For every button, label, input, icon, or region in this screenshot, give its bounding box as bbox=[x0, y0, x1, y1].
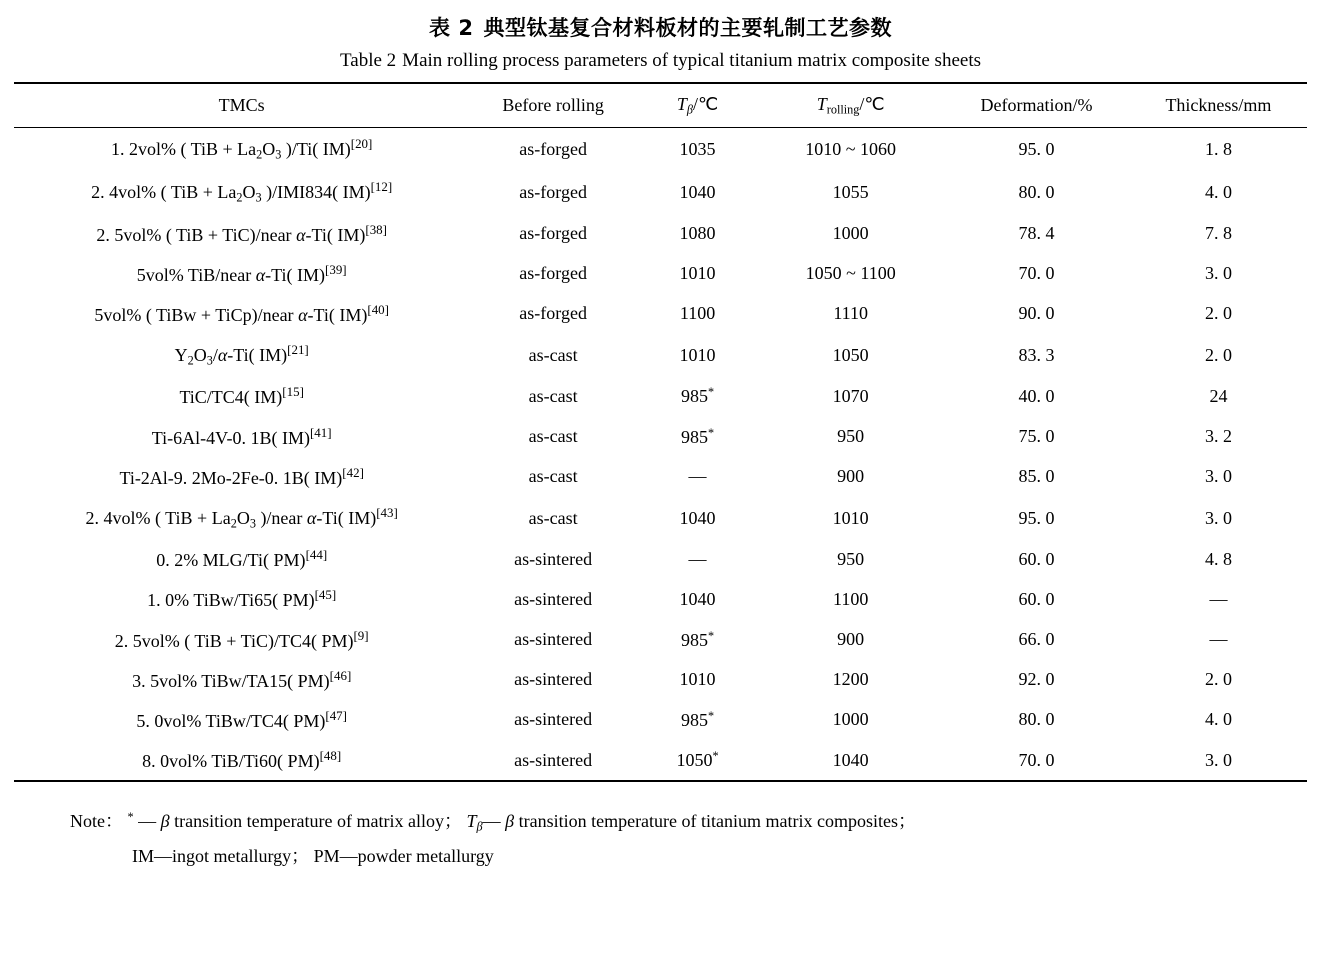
table-number-chinese: 表 2 bbox=[429, 16, 474, 40]
cell-deformation: 85. 0 bbox=[1018, 466, 1055, 487]
cell-t-beta: 1010 bbox=[679, 344, 716, 365]
cell-before-rolling: as-cast bbox=[528, 507, 578, 528]
table-row bbox=[14, 128, 1307, 171]
cell-t-rolling: 1050 ~ 1100 bbox=[805, 263, 896, 284]
cell-t-rolling: 1010 ~ 1060 bbox=[805, 139, 897, 160]
cell-t-rolling: 1000 bbox=[832, 223, 869, 244]
cell-t-beta: 985* bbox=[680, 628, 715, 650]
cell-t-rolling: 900 bbox=[837, 629, 865, 650]
cell-tmcs: 5vol% TiB/near α-Ti( IM)[39] bbox=[136, 261, 347, 285]
cell-thickness: 4. 0 bbox=[1204, 709, 1232, 730]
table-title-chinese-text: 典型钛基复合材料板材的主要轧制工艺参数 bbox=[483, 16, 892, 40]
cell-tmcs: 2. 4vol% ( TiB + $La_2O_3$ )/IMI834( IM)[12] bbox=[91, 178, 393, 205]
cell-t-beta: 985* bbox=[680, 385, 715, 407]
table-row bbox=[14, 171, 1307, 214]
cell-thickness: 3. 0 bbox=[1204, 749, 1232, 770]
cell-t-rolling: 1110 bbox=[833, 303, 869, 324]
column-header-t-rolling: $T_{rolling}/℃$ bbox=[816, 94, 885, 117]
cell-thickness: 1. 8 bbox=[1204, 139, 1232, 160]
cell-before-rolling: as-sintered bbox=[514, 709, 593, 730]
cell-before-rolling: as-sintered bbox=[514, 589, 593, 610]
cell-t-rolling: 1100 bbox=[833, 589, 869, 610]
cell-deformation: 80. 0 bbox=[1018, 181, 1055, 202]
cell-before-rolling: as-forged bbox=[519, 223, 587, 244]
cell-t-beta: 1035 bbox=[679, 139, 716, 160]
table-title-english bbox=[14, 50, 1307, 72]
table-header-row bbox=[14, 83, 1307, 128]
column-header-thickness: Thickness/mm bbox=[1165, 95, 1272, 116]
cell-before-rolling: as-cast bbox=[528, 426, 578, 447]
cell-tmcs: TiC/TC4( IM)[15] bbox=[179, 384, 304, 408]
cell-tmcs: 2. 5vol% ( TiB + TiC)/near α-Ti( IM)[38] bbox=[96, 221, 387, 245]
cell-deformation: 40. 0 bbox=[1018, 386, 1055, 406]
cell-t-beta: 985* bbox=[680, 425, 715, 447]
table-row bbox=[14, 294, 1307, 334]
cell-before-rolling: as-sintered bbox=[514, 548, 593, 569]
cell-thickness: 2. 0 bbox=[1204, 669, 1232, 690]
cell-tmcs: Ti-2Al-9. 2Mo-2Fe-0. 1B( IM)[42] bbox=[119, 464, 364, 488]
cell-before-rolling: as-forged bbox=[519, 139, 587, 160]
cell-deformation: 78. 4 bbox=[1018, 223, 1055, 244]
cell-t-beta: 1080 bbox=[679, 223, 716, 244]
note-line-2: IM—ingot metallurgy； PM—powder metallurgy bbox=[132, 845, 494, 866]
cell-t-rolling: 1000 bbox=[832, 709, 869, 730]
cell-deformation: 92. 0 bbox=[1018, 669, 1055, 690]
cell-tmcs: 8. 0vol% TiB/Ti60( PM)[48] bbox=[142, 747, 342, 772]
table-number-english: Table 2 bbox=[339, 50, 397, 71]
cell-thickness: 2. 0 bbox=[1204, 344, 1232, 365]
column-header-before-rolling: Before rolling bbox=[502, 95, 604, 116]
cell-deformation: 80. 0 bbox=[1018, 709, 1055, 730]
cell-thickness: 4. 8 bbox=[1204, 548, 1232, 569]
cell-deformation: 83. 3 bbox=[1018, 344, 1055, 365]
cell-deformation: 75. 0 bbox=[1018, 426, 1055, 447]
table-row bbox=[14, 700, 1307, 740]
cell-t-beta: 1040 bbox=[679, 589, 716, 610]
cell-before-rolling: as-cast bbox=[528, 466, 578, 487]
cell-tmcs: $Y_2O_3/\alpha-Ti$( IM)[21] bbox=[174, 341, 309, 368]
cell-t-rolling: 1050 bbox=[832, 344, 869, 365]
table-row bbox=[14, 214, 1307, 254]
cell-deformation: 70. 0 bbox=[1018, 749, 1055, 770]
table-row bbox=[14, 457, 1307, 497]
cell-thickness: 3. 2 bbox=[1204, 426, 1232, 447]
column-header-tmcs: TMCs bbox=[218, 95, 265, 116]
table-row bbox=[14, 254, 1307, 294]
table-title-english-text: Main rolling process parameters of typical titanium matrix composite sheets bbox=[402, 50, 981, 71]
cell-thickness: 3. 0 bbox=[1204, 466, 1232, 487]
cell-tmcs: 0. 2% MLG/Ti( PM)[44] bbox=[156, 547, 328, 571]
cell-tmcs: 5vol% ( TiBw + TiCp)/near α-Ti( IM)[40] bbox=[94, 301, 389, 325]
column-header-deformation: Deformation/% bbox=[980, 95, 1093, 116]
cell-thickness: 3. 0 bbox=[1204, 507, 1232, 528]
cell-t-rolling: 1200 bbox=[832, 669, 869, 690]
cell-thickness: 4. 0 bbox=[1204, 181, 1232, 202]
cell-before-rolling: as-cast bbox=[528, 344, 578, 365]
table-row bbox=[14, 579, 1307, 619]
cell-tmcs: 1. 2vol% ( TiB + $La_2O_3$ )/Ti( IM)[20] bbox=[110, 136, 373, 162]
cell-t-rolling: 950 bbox=[837, 426, 865, 447]
cell-thickness: 7. 8 bbox=[1204, 223, 1232, 244]
cell-t-beta: 1010 bbox=[679, 263, 716, 284]
cell-thickness: — bbox=[1209, 629, 1228, 650]
table-note bbox=[14, 804, 1307, 873]
cell-t-rolling: 900 bbox=[837, 466, 865, 487]
table-row bbox=[14, 497, 1307, 540]
cell-before-rolling: as-sintered bbox=[514, 669, 593, 690]
table-body bbox=[14, 128, 1307, 781]
cell-tmcs: 5. 0vol% TiBw/TC4( PM)[47] bbox=[136, 707, 347, 731]
cell-deformation: 70. 0 bbox=[1018, 263, 1055, 284]
cell-before-rolling: as-forged bbox=[519, 263, 587, 284]
cell-t-rolling: 1070 bbox=[832, 386, 869, 406]
table-title-chinese bbox=[14, 12, 1307, 42]
cell-deformation: 60. 0 bbox=[1018, 589, 1055, 610]
cell-tmcs: 1. 0% TiBw/Ti65( PM)[45] bbox=[147, 587, 337, 611]
cell-tmcs: 2. 4vol% ( TiB + $La_2O_3$ )/near α-Ti( IM)[43] bbox=[85, 504, 398, 531]
cell-deformation: 95. 0 bbox=[1018, 139, 1055, 160]
cell-thickness: 2. 0 bbox=[1204, 303, 1232, 324]
cell-deformation: 60. 0 bbox=[1018, 548, 1055, 569]
cell-deformation: 66. 0 bbox=[1018, 629, 1055, 650]
cell-thickness: 3. 0 bbox=[1204, 263, 1232, 284]
table-row bbox=[14, 660, 1307, 700]
cell-t-rolling: 1055 bbox=[832, 181, 869, 202]
column-header-t-beta: $T_\beta/℃$ bbox=[676, 94, 719, 117]
table-row bbox=[14, 334, 1307, 377]
table-header bbox=[14, 83, 1307, 128]
table-row bbox=[14, 376, 1307, 416]
table-row bbox=[14, 417, 1307, 457]
cell-thickness: 24 bbox=[1209, 386, 1228, 406]
cell-before-rolling: as-sintered bbox=[514, 629, 593, 650]
cell-t-rolling: 1010 bbox=[832, 507, 869, 528]
cell-t-beta: — bbox=[688, 466, 707, 487]
cell-tmcs: 2. 5vol% ( TiB + TiC)/TC4( PM)[9] bbox=[114, 627, 369, 651]
cell-before-rolling: as-sintered bbox=[514, 749, 593, 770]
cell-tmcs: Ti-6Al-4V-0. 1B( IM)[41] bbox=[151, 424, 332, 448]
cell-t-beta: 985* bbox=[680, 708, 715, 730]
cell-t-beta: 1040 bbox=[679, 181, 716, 202]
cell-t-beta: 1050* bbox=[676, 748, 719, 771]
cell-thickness: — bbox=[1209, 589, 1228, 610]
table-row bbox=[14, 620, 1307, 660]
table-row bbox=[14, 740, 1307, 781]
cell-t-beta: 1040 bbox=[679, 507, 716, 528]
cell-t-rolling: 950 bbox=[837, 548, 865, 569]
cell-tmcs: 3. 5vol% TiBw/TA15( PM)[46] bbox=[132, 667, 352, 691]
cell-t-beta: 1100 bbox=[679, 303, 716, 324]
cell-before-rolling: as-cast bbox=[528, 386, 578, 406]
cell-before-rolling: as-forged bbox=[519, 181, 587, 202]
cell-before-rolling: as-forged bbox=[519, 303, 587, 324]
cell-deformation: 95. 0 bbox=[1018, 507, 1055, 528]
cell-t-beta: — bbox=[688, 548, 707, 569]
note-line-1: Note： * — β transition temperature of matrix alloy； $T_\beta—$ β transition temperature of titanium matrix composites； bbox=[70, 810, 916, 834]
parameters-table bbox=[14, 82, 1307, 782]
table-row bbox=[14, 539, 1307, 579]
cell-deformation: 90. 0 bbox=[1018, 303, 1055, 324]
cell-t-rolling: 1040 bbox=[832, 749, 869, 770]
cell-t-beta: 1010 bbox=[679, 669, 716, 690]
